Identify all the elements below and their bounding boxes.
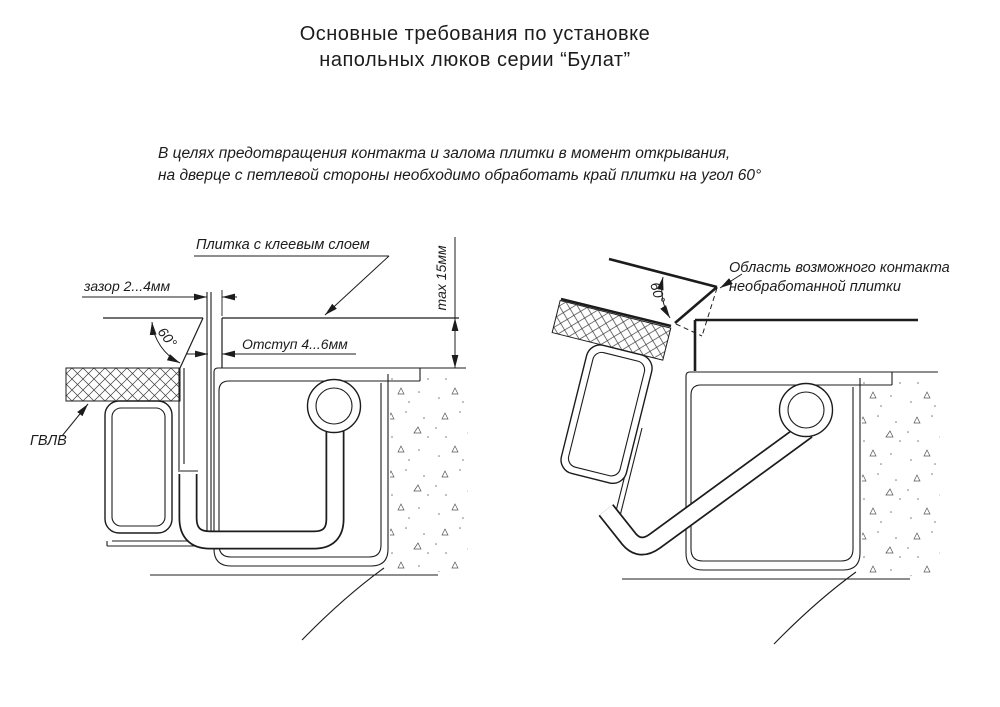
offset-dimension-label: Отступ 4...6мм xyxy=(242,336,348,352)
note-line1: В целях предотвращения контакта и залома плитки в момент открывания, xyxy=(158,145,731,162)
door-tube-profile xyxy=(105,401,172,533)
board-callout-label: ГВЛВ xyxy=(30,433,67,449)
bevel-angle-label: 60° xyxy=(154,323,181,351)
gap-dimension-label: зазор 2...4мм xyxy=(84,278,171,294)
hinge-arm xyxy=(606,430,807,546)
note-line2: на дверце с петлевой стороны необходимо обработать край плитки на угол 60° xyxy=(158,167,762,184)
max-thickness-label: max 15мм xyxy=(433,245,449,311)
bevel-angle xyxy=(647,277,670,318)
contact-label-line1: Область возможного контакта xyxy=(729,260,950,276)
drawing-title-line1: Основные требования по установке xyxy=(299,23,651,45)
fixed-tile-edge xyxy=(695,320,918,371)
board-callout xyxy=(30,404,88,449)
bevel-angle xyxy=(152,322,181,363)
closed-hatch-section xyxy=(30,237,468,640)
tile-callout xyxy=(194,237,389,315)
door-tube-profile xyxy=(558,342,655,486)
contact-label-line2: необработанной плитки xyxy=(729,279,901,295)
drawing-title-line2: напольных люков серии “Булат” xyxy=(319,49,631,71)
gvl-board xyxy=(66,368,180,401)
hinge-pivot-inner xyxy=(788,392,824,428)
bevel-angle-label: 60° xyxy=(647,280,669,306)
contact-area-callout xyxy=(720,260,950,295)
dimension-max-thickness xyxy=(433,237,455,368)
hinge-pivot-inner xyxy=(316,388,352,424)
tile-callout-label: Плитка с клеевым слоем xyxy=(196,237,370,253)
open-hatch-section xyxy=(552,259,950,644)
dimension-gap xyxy=(82,278,237,316)
hinge-arm xyxy=(188,428,335,540)
